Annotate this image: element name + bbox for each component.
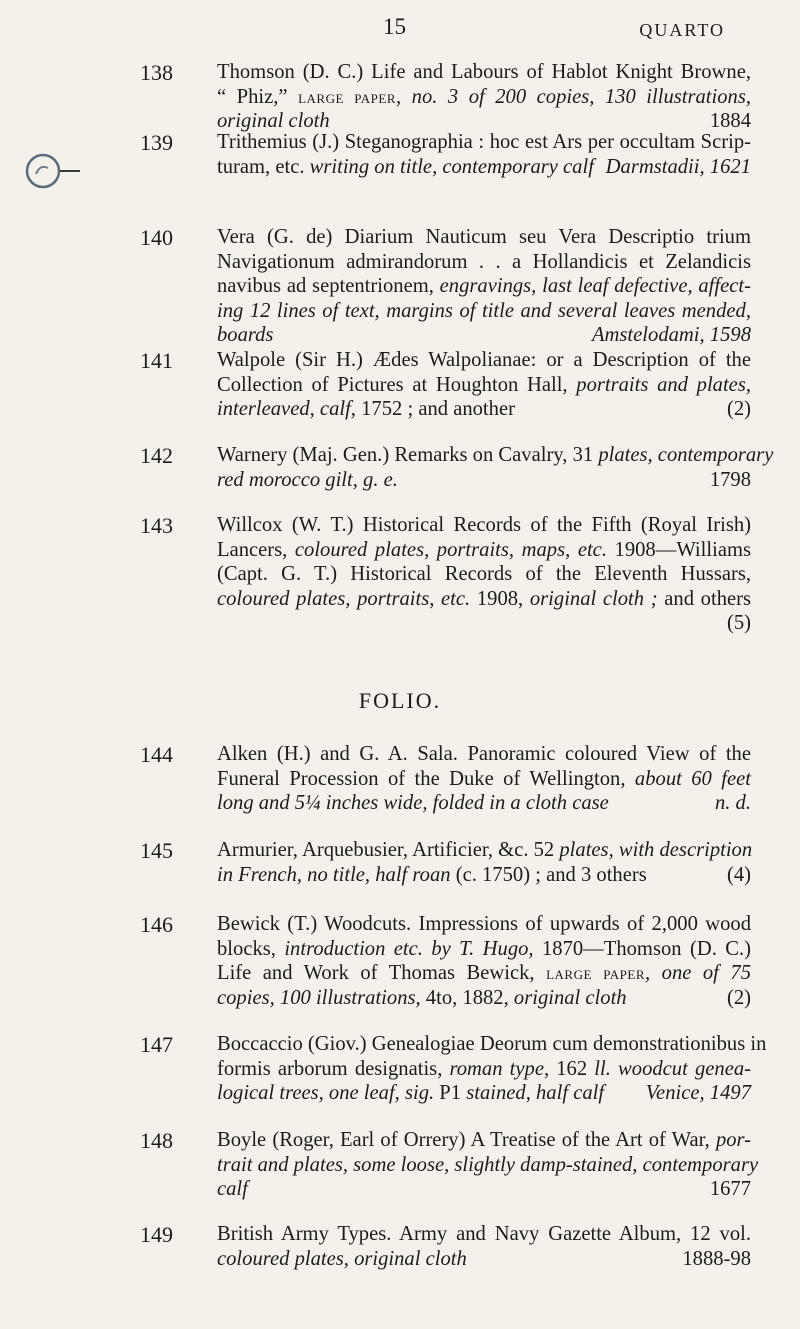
entry-line: boards Amstelodami, 1598: [217, 324, 751, 346]
entry-date-or-quantity: (2): [726, 986, 751, 1009]
entry-line: navibus ad septentrionem, engravings, last leaf defective, affect-: [217, 275, 751, 297]
entry-line: Alken (H.) and G. A. Sala. Panoramic coloured View of the: [217, 743, 751, 765]
entry-line: British Army Types. Army and Navy Gazette Album, 12 vol.: [217, 1223, 751, 1245]
entry-date-or-quantity: n. d.: [714, 792, 751, 814]
lot-number: 145: [140, 838, 173, 863]
entry-date-or-quantity: 1884: [709, 110, 751, 132]
library-stamp-icon: [24, 152, 62, 190]
entry-line: blocks, introduction etc. by T. Hugo, 1870—Thomson (D. C.): [217, 937, 751, 960]
entry-line: Boyle (Roger, Earl of Orrery) A Treatise of the Art of War, por-: [217, 1129, 751, 1151]
entry-line: calf 1677: [217, 1178, 751, 1200]
entry-date-or-quantity: Amstelodami, 1598: [591, 324, 751, 346]
entry-description: [217, 742, 751, 816]
lot-number: 141: [140, 348, 173, 373]
running-head: QUARTO: [639, 20, 725, 40]
entry-line: Warnery (Maj. Gen.) Remarks on Cavalry, 31 plates, contemporary: [217, 444, 774, 466]
entry-description: [217, 225, 751, 348]
entry-line: (Capt. G. T.) Historical Records of the Eleventh Hussars,: [217, 563, 751, 585]
section-heading-folio: FOLIO.: [358, 688, 442, 713]
entry-description: [217, 1222, 751, 1271]
entry-description: [217, 838, 751, 887]
entry-line: Life and Work of Thomas Bewick, large paper, one of 75: [217, 962, 751, 984]
lot-number: 149: [140, 1222, 173, 1247]
entry-line: coloured plates, portraits, etc. 1908, original cloth ; and others: [217, 587, 752, 610]
entry-line: interleaved, calf, 1752 ; and another (2): [217, 398, 751, 420]
entry-line: Trithemius (J.) Steganographia : hoc est Ars per occultam Scrip-: [217, 131, 751, 153]
entry-line: Walpole (Sir H.) Ædes Walpolianae: or a Description of the: [217, 349, 751, 371]
lot-number: 147: [140, 1032, 173, 1057]
lot-number: 148: [140, 1128, 173, 1153]
entry-line: red morocco gilt, g. e. 1798: [217, 468, 751, 491]
entry-line: logical trees, one leaf, sig. P1 stained, half calf Venice, 1497: [217, 1082, 751, 1104]
lot-number: 146: [140, 912, 173, 937]
entry-line: Collection of Pictures at Houghton Hall, portraits and plates,: [217, 373, 751, 396]
entry-line: Thomson (D. C.) Life and Labours of Hablot Knight Browne,: [217, 61, 751, 83]
lot-number: 139: [140, 130, 173, 155]
entry-description: [217, 1128, 759, 1202]
entry-line: ing 12 lines of text, margins of title and several leaves mended,: [217, 299, 751, 322]
entry-line: Funeral Procession of the Duke of Wellington, about 60 feet: [217, 767, 751, 790]
entry-line: coloured plates, original cloth 1888-98: [217, 1247, 751, 1270]
entry-date-or-quantity: (4): [726, 863, 751, 886]
entry-line: Armurier, Arquebusier, Artificier, &c. 52 plates, with description: [217, 839, 753, 861]
entry-date-or-quantity: (5): [726, 612, 751, 634]
entry-line: original cloth 1884: [217, 110, 751, 132]
entry-line: trait and plates, some loose, slightly damp-stained, contemporary: [217, 1153, 759, 1176]
entry-line: long and 5¼ inches wide, folded in a cloth case n. d.: [217, 792, 751, 814]
entry-line: Vera (G. de) Diarium Nauticum seu Vera Descriptio trium: [217, 226, 751, 248]
entry-line: formis arborum designatis, roman type, 162 ll. woodcut genea-: [217, 1057, 751, 1080]
entry-line: Navigationum admirandorum . . a Hollandicis et Zelandicis: [217, 250, 751, 273]
entry-description: [217, 60, 751, 134]
entry-description: [217, 1032, 767, 1106]
page-header: [0, 14, 800, 44]
entry-line: Bewick (T.) Woodcuts. Impressions of upwards of 2,000 wood: [217, 913, 751, 935]
entry-line: Willcox (W. T.) Historical Records of the Fifth (Royal Irish): [217, 514, 751, 536]
stamp-mark: [60, 170, 80, 172]
entry-line: in French, no title, half roan (c. 1750) ; and 3 others (4): [217, 863, 751, 886]
lot-number: 140: [140, 225, 173, 250]
entry-description: [217, 130, 751, 179]
entry-line: [217, 611, 751, 636]
entry-date-or-quantity: Venice, 1497: [645, 1082, 751, 1104]
lot-number: 143: [140, 513, 173, 538]
entry-date-or-quantity: 1798: [709, 468, 751, 491]
entry-date-or-quantity: 1888-98: [682, 1247, 751, 1270]
page-number: 15: [383, 14, 406, 39]
entry-line: Boccaccio (Giov.) Genealogiae Deorum cum demonstrationibus in: [217, 1033, 767, 1055]
entry-date-or-quantity: 1677: [709, 1178, 751, 1200]
entry-line: “ Phiz,” large paper, no. 3 of 200 copies, 130 illustrations,: [217, 85, 751, 108]
lot-number: 144: [140, 742, 173, 767]
entry-line: turam, etc. writing on title, contemporary calf Darmstadii, 1621: [217, 155, 751, 178]
entry-date-or-quantity: Darmstadii, 1621: [605, 155, 751, 178]
lot-number: 138: [140, 60, 173, 85]
entry-line: copies, 100 illustrations, 4to, 1882, original cloth (2): [217, 986, 751, 1009]
entry-description: [217, 912, 751, 1010]
entry-line: Lancers, coloured plates, portraits, maps, etc. 1908—Williams: [217, 538, 751, 561]
entry-description: [217, 348, 751, 422]
lot-number: 142: [140, 443, 173, 468]
entry-description: [217, 513, 751, 636]
entry-date-or-quantity: (2): [726, 398, 751, 420]
entry-description: [217, 443, 774, 492]
